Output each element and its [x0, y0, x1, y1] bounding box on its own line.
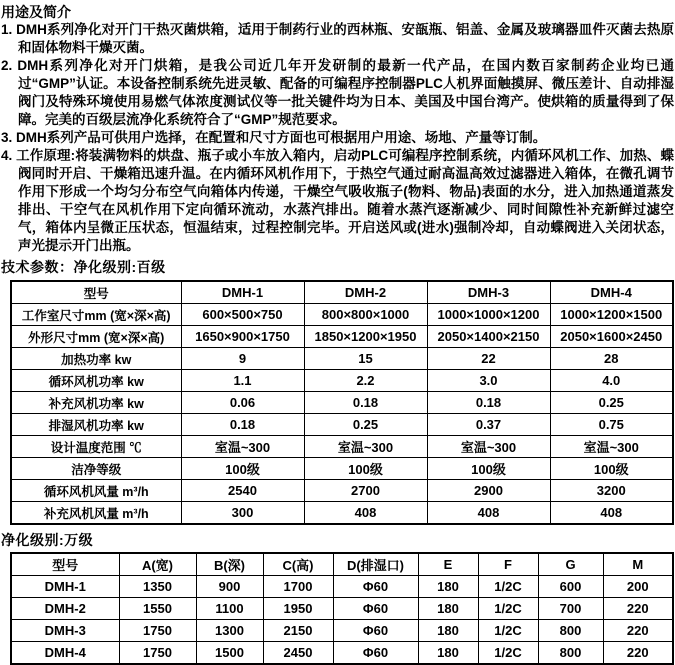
- spec-value-cell: 4.0: [550, 370, 673, 392]
- spec-value-cell: 室温~300: [427, 436, 550, 458]
- spec-value-cell: 1850×1200×1950: [304, 326, 427, 348]
- dim-value-cell: 1/2C: [478, 642, 538, 665]
- spec-value-cell: 1.1: [181, 370, 304, 392]
- dim-header-cell: 型号: [11, 553, 119, 576]
- spec-value-cell: 2900: [427, 480, 550, 502]
- spec-value-cell: 408: [550, 502, 673, 525]
- dim-value-cell: 1350: [119, 576, 196, 598]
- spec-value-cell: 1000×1000×1200: [427, 304, 550, 326]
- spec-value-cell: 2050×1400×2150: [427, 326, 550, 348]
- dim-value-cell: 1500: [196, 642, 263, 665]
- dim-value-cell: Φ60: [333, 576, 418, 598]
- spec-value-cell: 2.2: [304, 370, 427, 392]
- dim-header-cell: E: [418, 553, 478, 576]
- spec-header-row: [11, 281, 673, 304]
- spec-value-cell: 1650×900×1750: [181, 326, 304, 348]
- intro-item-2: 2. DMH系列净化对开门烘箱，是我公司近几年开发研制的最新一代产品，在国内数百家制药企业均已通过“GMP”认证。本设备控制系统先进灵敏、配备的可编程序控制器PLC人机界面触摸屏、微压差计、自动排湿阀门及特殊环境使用易燃气体浓度测试仪等一批关键件均为日本、美国及中国台湾产。使烘箱的质量得到了保障。完美的百级层流净化系统符合了“GMP”规范要求。: [1, 58, 674, 127]
- spec-header-cell: DMH-3: [427, 281, 550, 304]
- spec-value-cell: 800×800×1000: [304, 304, 427, 326]
- dim-value-cell: Φ60: [333, 642, 418, 665]
- spec-value-cell: 室温~300: [550, 436, 673, 458]
- dim-value-cell: 180: [418, 642, 478, 665]
- dim-value-cell: 180: [418, 620, 478, 642]
- dim-value-cell: 220: [603, 598, 673, 620]
- spec-row: [11, 304, 673, 326]
- dim-value-cell: 600: [538, 576, 603, 598]
- spec-value-cell: 2700: [304, 480, 427, 502]
- spec-row: [11, 370, 673, 392]
- spec-value-cell: 0.18: [304, 392, 427, 414]
- spec-row: [11, 326, 673, 348]
- purification-level-heading: 净化级别:万级: [1, 532, 94, 548]
- dim-model-cell: DMH-2: [11, 598, 119, 620]
- dim-header-row: [11, 553, 673, 576]
- spec-value-cell: 0.75: [550, 414, 673, 436]
- spec-row-label: 补充风机功率 kw: [11, 392, 181, 414]
- spec-row: [11, 458, 673, 480]
- spec-value-cell: 9: [181, 348, 304, 370]
- dim-value-cell: 1950: [263, 598, 333, 620]
- dim-value-cell: 800: [538, 642, 603, 665]
- dimension-table: [10, 552, 674, 665]
- spec-row: [11, 414, 673, 436]
- dim-value-cell: 1700: [263, 576, 333, 598]
- intro-item-1: 1. DMH系列净化对开门干热灭菌烘箱，适用于制药行业的西林瓶、安瓿瓶、铝盖、金属及玻璃器皿件灭菌去热原和固体物料干燥灭菌。: [1, 22, 674, 55]
- spec-value-cell: 0.06: [181, 392, 304, 414]
- spec-value-cell: 100级: [304, 458, 427, 480]
- spec-value-cell: 22: [427, 348, 550, 370]
- dim-value-cell: 700: [538, 598, 603, 620]
- dim-row: [11, 642, 673, 665]
- dim-value-cell: 180: [418, 576, 478, 598]
- dim-value-cell: 220: [603, 642, 673, 665]
- spec-row-label: 洁净等级: [11, 458, 181, 480]
- dim-model-cell: DMH-4: [11, 642, 119, 665]
- dim-value-cell: 1/2C: [478, 620, 538, 642]
- dim-header-cell: G: [538, 553, 603, 576]
- dim-header-cell: B(深): [196, 553, 263, 576]
- spec-value-cell: 0.18: [427, 392, 550, 414]
- spec-row-label: 工作室尺寸mm (宽×深×高): [11, 304, 181, 326]
- dim-value-cell: 800: [538, 620, 603, 642]
- tech-params-heading: 技术参数：净化级别:百级: [1, 259, 166, 275]
- spec-value-cell: 3200: [550, 480, 673, 502]
- spec-row: [11, 348, 673, 370]
- dim-header-cell: D(排湿口): [333, 553, 418, 576]
- spec-value-cell: 408: [427, 502, 550, 525]
- dim-value-cell: 220: [603, 620, 673, 642]
- spec-header-cell: DMH-2: [304, 281, 427, 304]
- dim-value-cell: Φ60: [333, 620, 418, 642]
- dim-value-cell: 200: [603, 576, 673, 598]
- spec-header-cell: DMH-1: [181, 281, 304, 304]
- spec-value-cell: 100级: [181, 458, 304, 480]
- dim-row: [11, 620, 673, 642]
- spec-value-cell: 2540: [181, 480, 304, 502]
- spec-value-cell: 0.25: [304, 414, 427, 436]
- spec-row-label: 外形尺寸mm (宽×深×高): [11, 326, 181, 348]
- dim-value-cell: 900: [196, 576, 263, 598]
- intro-list: [1, 21, 674, 255]
- spec-header-cell: 型号: [11, 281, 181, 304]
- spec-row-label: 排湿风机功率 kw: [11, 414, 181, 436]
- intro-item-3: 3. DMH系列产品可供用户选择，在配置和尺寸方面也可根据用户用途、场地、产量等订制。: [1, 130, 547, 145]
- spec-row: [11, 392, 673, 414]
- spec-row: [11, 502, 673, 525]
- dim-header-cell: M: [603, 553, 673, 576]
- spec-value-cell: 0.37: [427, 414, 550, 436]
- dim-value-cell: 1750: [119, 642, 196, 665]
- dim-value-cell: 1100: [196, 598, 263, 620]
- spec-row-label: 加热功率 kw: [11, 348, 181, 370]
- spec-row-label: 循环风机功率 kw: [11, 370, 181, 392]
- spec-value-cell: 室温~300: [304, 436, 427, 458]
- dim-value-cell: 1550: [119, 598, 196, 620]
- spec-row-label: 设计温度范围 ℃: [11, 436, 181, 458]
- dim-value-cell: 180: [418, 598, 478, 620]
- spec-value-cell: 28: [550, 348, 673, 370]
- dim-header-cell: C(高): [263, 553, 333, 576]
- dim-value-cell: Φ60: [333, 598, 418, 620]
- spec-value-cell: 0.25: [550, 392, 673, 414]
- dim-row: [11, 598, 673, 620]
- spec-value-cell: 300: [181, 502, 304, 525]
- intro-item-4: 4. 工作原理:将装满物料的烘盘、瓶子或小车放入箱内，启动PLC可编程序控制系统，内循环风机工作、加热、蝶阀同时开启、干燥箱迅速升温。在内循环风机作用下，于热空气通过耐高温高效过滤器进入箱体，在微孔调节作用下形成一个均匀分布空气向箱体内传递，干燥空气吸收瓶子(物料、物品)表面的水分，进入加热通道蒸发排出、干空气在风机作用下定向循环流动，水蒸汽排出。随着水蒸汽逐渐减少、同时间隙性补充新鲜过滤空气，箱体内呈微正压状态，恒温结束，过程控制完毕。开启送风或(进水)强制冷却，自动蝶阀进入关闭状态，声光提示开门出瓶。: [1, 148, 674, 253]
- spec-row: [11, 436, 673, 458]
- intro-heading: 用途及简介: [1, 4, 71, 20]
- dim-header-cell: A(宽): [119, 553, 196, 576]
- dim-value-cell: 1/2C: [478, 576, 538, 598]
- dim-model-cell: DMH-1: [11, 576, 119, 598]
- dim-value-cell: 2150: [263, 620, 333, 642]
- dim-model-cell: DMH-3: [11, 620, 119, 642]
- spec-row-label: 循环风机风量 m³/h: [11, 480, 181, 502]
- spec-value-cell: 室温~300: [181, 436, 304, 458]
- spec-table: [10, 280, 674, 525]
- dim-row: [11, 576, 673, 598]
- spec-value-cell: 100级: [427, 458, 550, 480]
- spec-value-cell: 3.0: [427, 370, 550, 392]
- spec-value-cell: 600×500×750: [181, 304, 304, 326]
- spec-value-cell: 0.18: [181, 414, 304, 436]
- spec-value-cell: 15: [304, 348, 427, 370]
- spec-row: [11, 480, 673, 502]
- spec-value-cell: 2050×1600×2450: [550, 326, 673, 348]
- spec-header-cell: DMH-4: [550, 281, 673, 304]
- dim-header-cell: F: [478, 553, 538, 576]
- dim-value-cell: 1750: [119, 620, 196, 642]
- dim-value-cell: 1300: [196, 620, 263, 642]
- dim-value-cell: 2450: [263, 642, 333, 665]
- spec-value-cell: 1000×1200×1500: [550, 304, 673, 326]
- spec-row-label: 补充风机风量 m³/h: [11, 502, 181, 525]
- spec-value-cell: 100级: [550, 458, 673, 480]
- spec-value-cell: 408: [304, 502, 427, 525]
- dim-value-cell: 1/2C: [478, 598, 538, 620]
